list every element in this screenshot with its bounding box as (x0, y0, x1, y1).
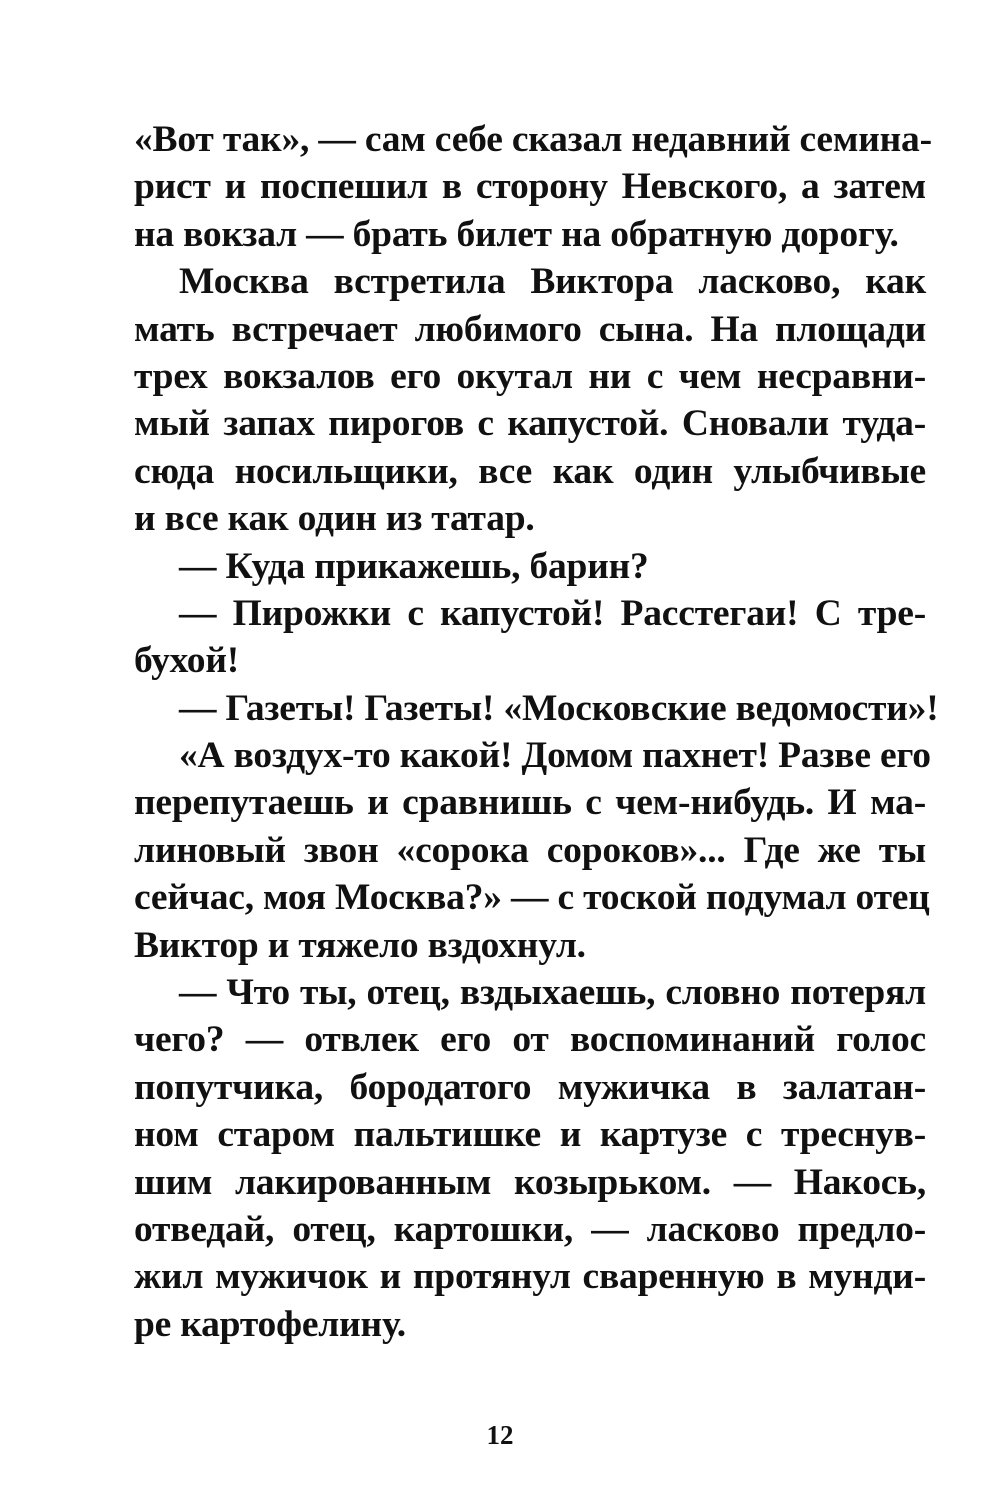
text-line: «Вот так», — сам себе сказал недавний семина- (134, 119, 932, 160)
text-line: чего? — отвлек его от воспоминаний голос (134, 1019, 926, 1061)
text-line: линовый звон «сорока сороков»... Где же ты (134, 829, 926, 871)
text-line: рист и поспешил в сторону Невского, а затем (134, 166, 926, 208)
text-line: — Пирожки с капустой! Расстегаи! С тре- (179, 592, 926, 634)
text-line: сейчас, моя Москва?» — с тоской подумал отец (134, 877, 930, 919)
text-line: ре картофелину. (134, 1303, 406, 1345)
text-line: попутчика, бородатого мужичка в залатан- (134, 1066, 926, 1108)
text-line: Москва встретила Виктора ласково, как (179, 261, 926, 303)
page-number: 12 (486, 1420, 514, 1450)
text-line: шим лакированным козырьком. — Накось, (134, 1161, 926, 1203)
text-line: сюда носильщики, все как один улыбчивые (134, 450, 926, 492)
text-line: — Что ты, отец, вздыхаешь, словно потерял (179, 972, 926, 1014)
text-line: — Газеты! Газеты! «Московские ведомости»! (179, 687, 939, 729)
text-line: — Куда прикажешь, барин? (179, 545, 649, 587)
text-line: и все как один из татар. (134, 498, 535, 540)
text-line: Виктор и тяжело вздохнул. (134, 924, 586, 966)
text-line: жил мужичок и протянул сваренную в мунди- (134, 1256, 926, 1298)
text-line: перепутаешь и сравнишь с чем-нибудь. И ма- (134, 782, 926, 824)
text-line: отведай, отец, картошки, — ласково предло- (134, 1208, 926, 1250)
text-line: трех вокзалов его окутал ни с чем несравни- (134, 355, 926, 397)
text-line: мать встречает любимого сына. На площади (134, 308, 926, 350)
text-line: на вокзал — брать билет на обратную дорогу. (134, 213, 899, 255)
text-line: бухой! (134, 640, 240, 682)
text-line: мый запах пирогов с капустой. Сновали туда- (134, 403, 926, 445)
body-text (134, 116, 939, 1348)
text-line: «А воздух-то какой! Домом пахнет! Разве его (179, 735, 931, 777)
text-line: ном старом пальтишке и картузе с треснув- (134, 1114, 926, 1156)
